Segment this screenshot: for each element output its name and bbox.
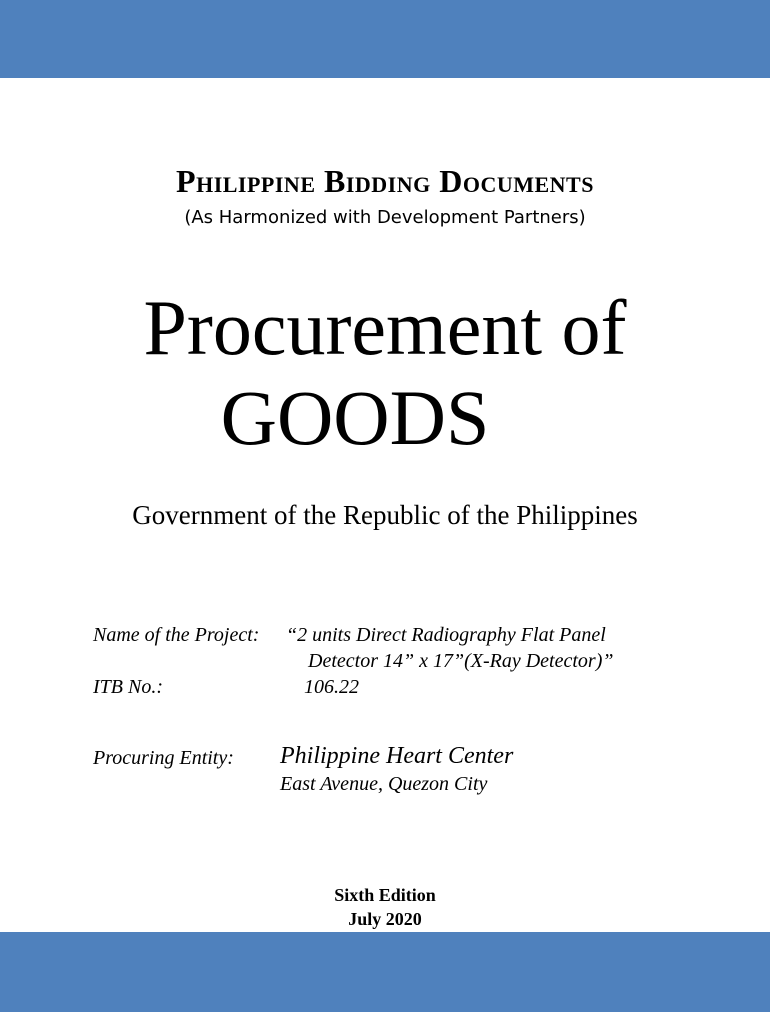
- top-color-band: [0, 0, 770, 78]
- procuring-entity-label: Procuring Entity:: [93, 747, 234, 769]
- edition-block: [0, 883, 770, 931]
- document-title: [0, 283, 770, 463]
- series-subtitle: (As Harmonized with Development Partners): [184, 207, 586, 228]
- project-name-value: [286, 622, 706, 674]
- project-name-label: Name of the Project:: [93, 624, 260, 646]
- edition-date: July 2020: [348, 909, 422, 929]
- bottom-color-band: [0, 932, 770, 1012]
- procuring-entity-name: Philippine Heart Center: [280, 743, 514, 769]
- title-line-2: GOODS: [220, 374, 490, 461]
- project-name-line-1: “2 units Direct Radiography Flat Panel: [286, 624, 606, 646]
- project-name-line-2: Detector 14” x 17”(X-Ray Detector)”: [308, 650, 614, 672]
- procuring-entity-address: East Avenue, Quezon City: [280, 773, 488, 795]
- itb-number-value: 106.22: [304, 676, 359, 698]
- title-line-1: Procurement of: [143, 284, 627, 371]
- government-line: Government of the Republic of the Philippines: [132, 500, 638, 530]
- series-title: Philippine Bidding Documents: [176, 163, 594, 199]
- edition-label: Sixth Edition: [334, 885, 436, 905]
- itb-number-label: ITB No.:: [93, 676, 163, 698]
